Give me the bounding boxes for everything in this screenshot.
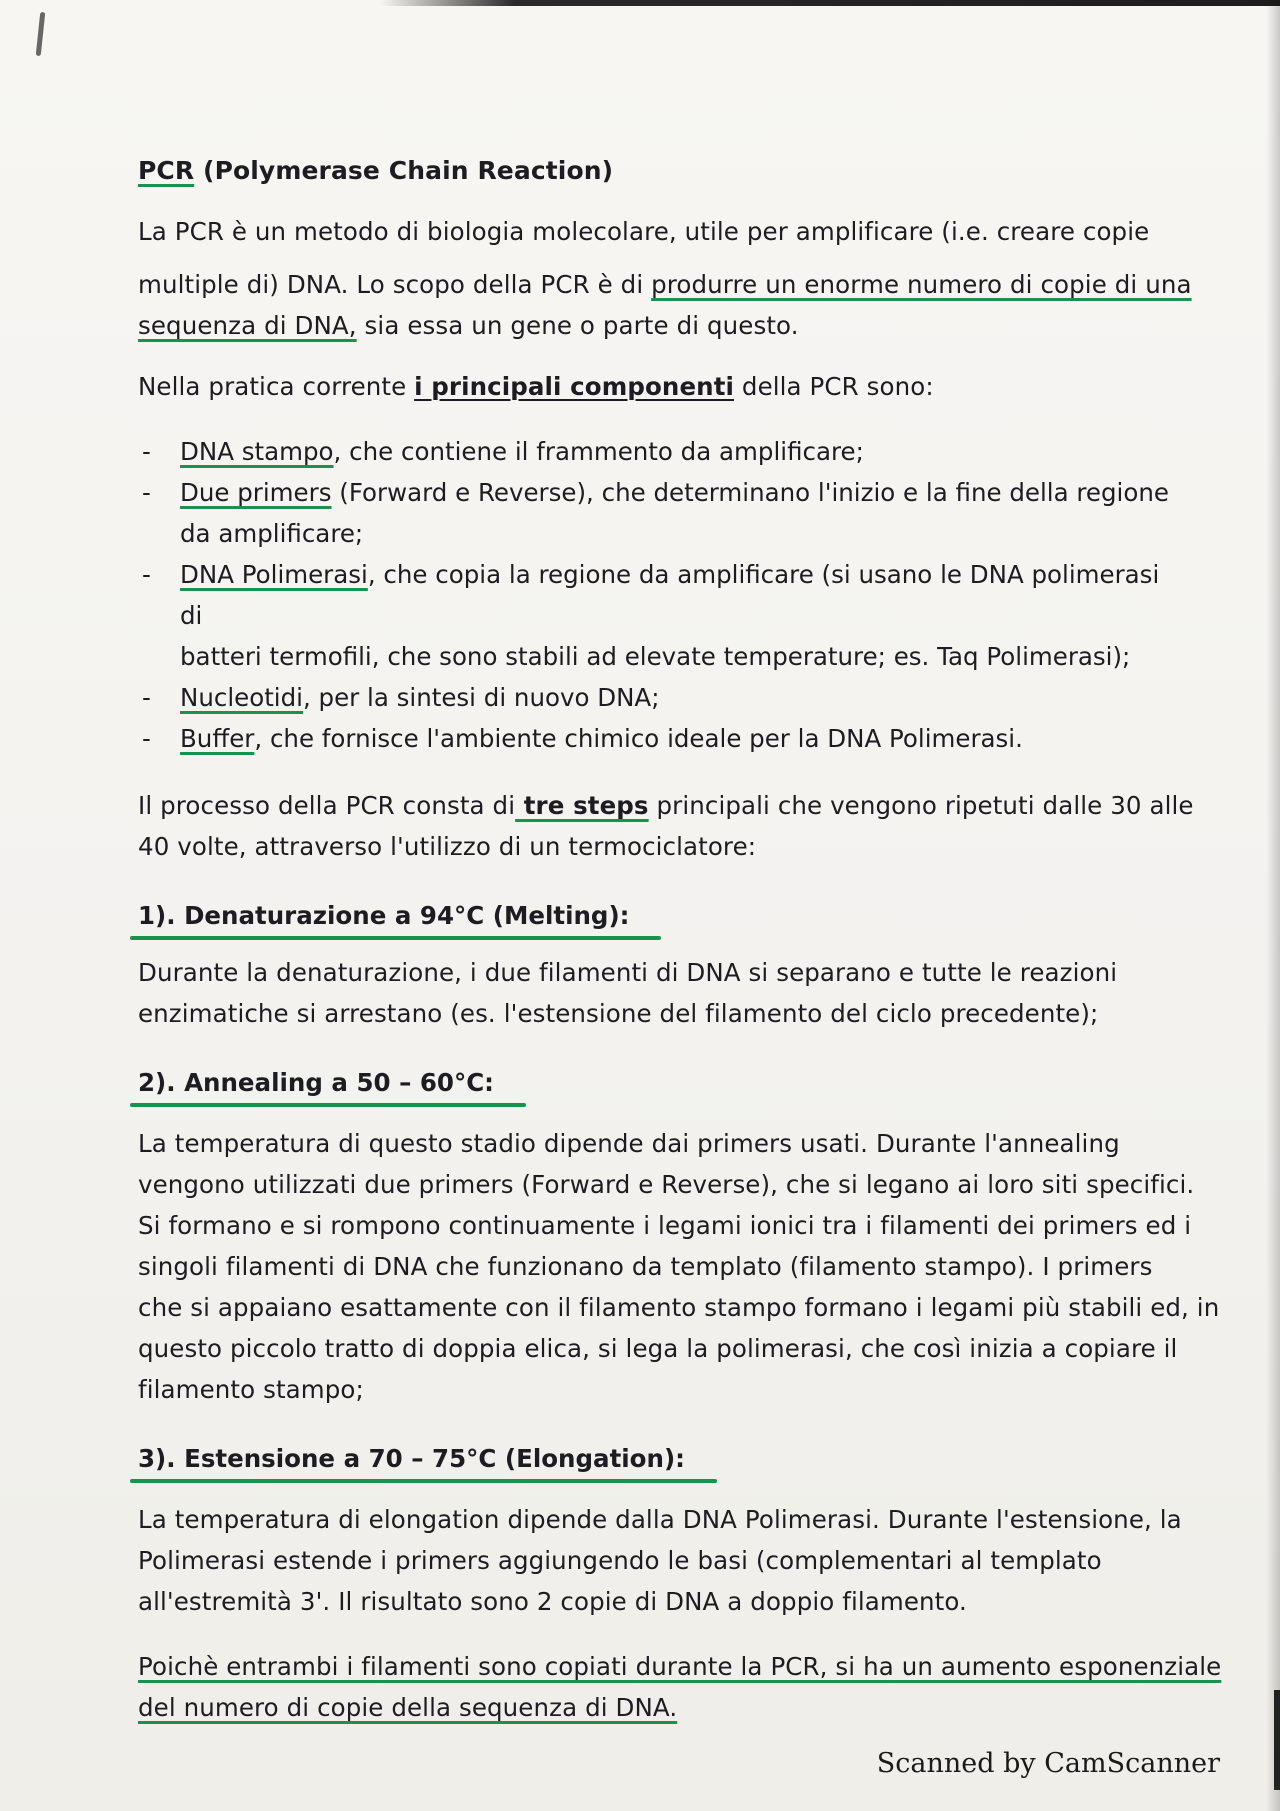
components-paragraph [138, 366, 1178, 759]
conclusion-line-2 [138, 1687, 1178, 1728]
list-item [138, 472, 1178, 554]
step-3-heading [138, 1438, 691, 1479]
step-3-line: La temperatura di elongation dipende dalla DNA Polimerasi. Durante l'estensione, la [138, 1505, 1182, 1534]
scan-edge-top [380, 0, 1280, 6]
list-dash: - [142, 724, 151, 753]
document-body [138, 150, 1222, 1728]
components-lead-a: Nella pratica corrente [138, 372, 415, 401]
list-text: (Forward e Reverse), che determinano l'inizio e la fine della regione [331, 478, 1169, 507]
step-1-heading-underline [130, 936, 661, 940]
process-line-1-a: Il processo della PCR consta di [138, 791, 516, 820]
conclusion-highlight-1: Poichè entrambi i filamenti sono copiati durante la PCR, si ha un aumento esponenziale [138, 1652, 1222, 1681]
step-1-heading-text: 1). Denaturazione a 94°C (Melting): [138, 901, 630, 930]
scanner-watermark: Scanned by CamScanner [876, 1748, 1220, 1779]
list-text: , che copia la regione da amplificare (si usano le DNA polimerasi di [180, 560, 1160, 630]
intro-line-3 [138, 305, 1178, 346]
list-item [138, 677, 1178, 718]
list-text-continued: da amplificare; [180, 519, 364, 548]
intro-line-2 [138, 264, 1192, 305]
process-highlight: tre steps [515, 791, 649, 820]
step-1-heading [138, 895, 635, 936]
list-term: DNA Polimerasi [180, 560, 368, 589]
step-1 [138, 867, 1178, 1034]
title-acronym: PCR [138, 156, 195, 185]
step-3-line: all'estremità 3'. Il risultato sono 2 copie di DNA a doppio filamento. [138, 1587, 967, 1616]
step-1-body [138, 952, 1178, 1034]
step-3-heading-underline [130, 1479, 717, 1483]
step-2 [138, 1034, 1220, 1410]
title-rest: (Polymerase Chain Reaction) [194, 156, 614, 185]
list-text: , per la sintesi di nuovo DNA; [302, 683, 660, 712]
process-line-1-b: principali che vengono ripetuti dalle 30 alle [648, 791, 1194, 820]
step-2-line: che si appaiano esattamente con il filamento stampo formano i legami più stabili ed, in [138, 1293, 1220, 1322]
conclusion-line-1 [138, 1646, 1222, 1687]
intro-paragraph [138, 211, 1192, 346]
scan-mark [36, 12, 46, 56]
step-2-heading [138, 1062, 500, 1103]
list-term: Due primers [180, 478, 332, 507]
process-line-1 [138, 785, 1194, 826]
intro-highlight-2: sequenza di DNA, [138, 311, 357, 340]
step-3-line: Polimerasi estende i primers aggiungendo le basi (complementari al templato [138, 1546, 1102, 1575]
components-list [138, 431, 1178, 759]
list-dash: - [142, 560, 151, 589]
step-3-body [138, 1499, 1182, 1622]
process-line-2: 40 volte, attraverso l'utilizzo di un termociclatore: [138, 832, 757, 861]
step-3 [138, 1410, 1182, 1622]
step-2-body [138, 1123, 1220, 1410]
step-2-line: vengono utilizzati due primers (Forward e Reverse), che si legano ai loro siti specifici. [138, 1170, 1195, 1199]
scan-edge-right-dark [1274, 1690, 1280, 1790]
step-3-heading-text: 3). Estensione a 70 – 75°C (Elongation): [138, 1444, 685, 1473]
list-dash: - [142, 478, 151, 507]
process-paragraph [138, 785, 1194, 867]
scan-edge-right [1266, 0, 1280, 1811]
list-text-continued: batteri termofili, che sono stabili ad elevate temperature; es. Taq Polimerasi); [180, 642, 1131, 671]
list-item [138, 554, 1178, 677]
step-2-line: questo piccolo tratto di doppia elica, si lega la polimerasi, che così inizia a copiare il [138, 1334, 1178, 1363]
list-text: , che fornisce l'ambiente chimico ideale per la DNA Polimerasi. [254, 724, 1023, 753]
document-title [138, 150, 1178, 191]
list-term: Buffer [180, 724, 255, 753]
list-term: DNA stampo [180, 437, 334, 466]
step-1-line: Durante la denaturazione, i due filamenti di DNA si separano e tutte le reazioni [138, 958, 1118, 987]
step-2-line: singoli filamenti di DNA che funzionano da templato (filamento stampo). I primers [138, 1252, 1153, 1281]
intro-line-1: La PCR è un metodo di biologia molecolare, utile per amplificare (i.e. creare copie [138, 217, 1150, 246]
components-lead-underlined: i principali componenti [414, 372, 735, 401]
list-dash: - [142, 683, 151, 712]
step-2-line: La temperatura di questo stadio dipende dai primers usati. Durante l'annealing [138, 1129, 1120, 1158]
step-1-line: enzimatiche si arrestano (es. l'estensione del filamento del ciclo precedente); [138, 999, 1099, 1028]
list-item [138, 718, 1178, 759]
list-text: , che contiene il frammento da amplificare; [333, 437, 864, 466]
conclusion-paragraph [138, 1646, 1222, 1728]
list-item [138, 431, 1178, 472]
components-lead [138, 366, 1178, 407]
conclusion-highlight-2: del numero di copie della sequenza di DNA. [138, 1693, 678, 1722]
intro-line-3-text: sia essa un gene o parte di questo. [356, 311, 799, 340]
list-dash: - [142, 437, 151, 466]
step-2-heading-underline [130, 1103, 526, 1107]
step-2-line: filamento stampo; [138, 1375, 364, 1404]
step-2-heading-text: 2). Annealing a 50 – 60°C: [138, 1068, 494, 1097]
list-term: Nucleotidi [180, 683, 303, 712]
step-2-line: Si formano e si rompono continuamente i legami ionici tra i filamenti dei primers ed i [138, 1211, 1192, 1240]
intro-highlight-1: produrre un enorme numero di copie di una [651, 270, 1192, 299]
components-lead-b: della PCR sono: [734, 372, 934, 401]
intro-line-2-text: multiple di) DNA. Lo scopo della PCR è di [138, 270, 652, 299]
